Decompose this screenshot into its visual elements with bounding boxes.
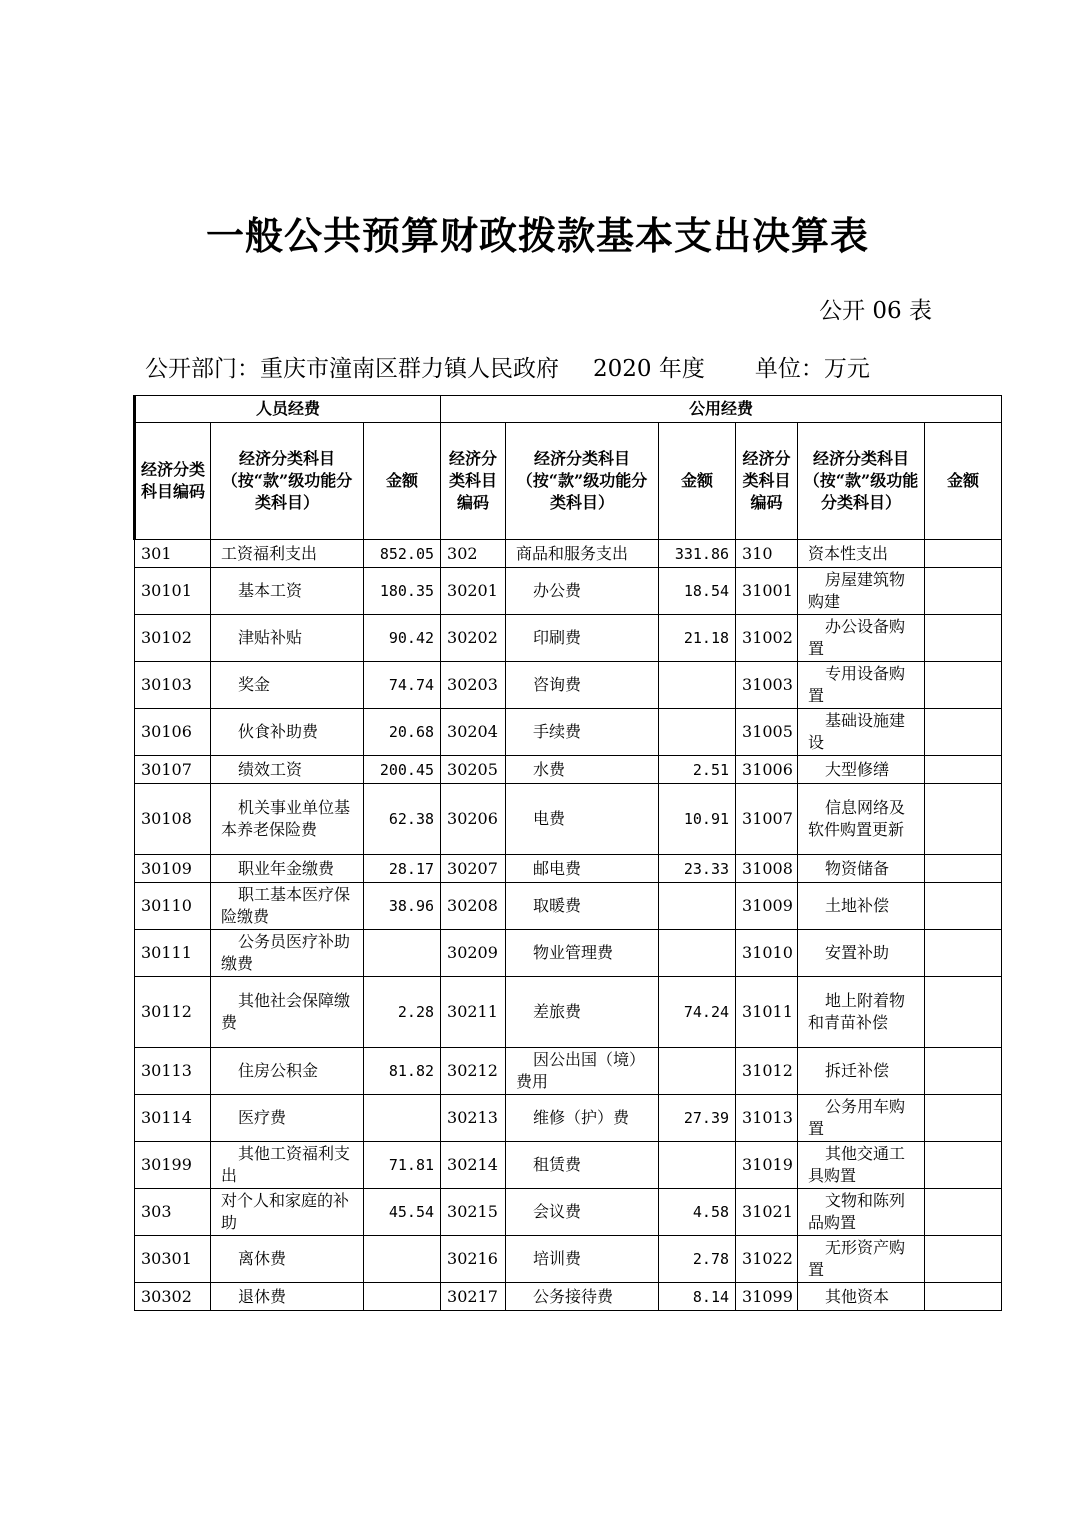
- amount-cell: 10.91: [659, 784, 736, 855]
- table-row: [135, 1189, 1002, 1236]
- amount-cell: [925, 1095, 1002, 1142]
- amount-cell: [659, 662, 736, 709]
- item-name-cell: 手续费: [506, 709, 659, 756]
- item-name-cell: 公务接待费: [506, 1283, 659, 1311]
- header-code-3: 经济分类科目编码: [736, 423, 798, 540]
- code-cell: 302: [441, 540, 506, 568]
- item-name-cell: 大型修缮: [798, 756, 925, 784]
- code-cell: 30216: [441, 1236, 506, 1283]
- item-name-cell: 差旅费: [506, 977, 659, 1048]
- amount-cell: 74.74: [364, 662, 441, 709]
- item-name-cell: 咨询费: [506, 662, 659, 709]
- item-name-cell: 商品和服务支出: [506, 540, 659, 568]
- item-name-cell: 取暖费: [506, 883, 659, 930]
- amount-cell: [925, 883, 1002, 930]
- amount-cell: [659, 1142, 736, 1189]
- amount-cell: [659, 930, 736, 977]
- code-cell: 30199: [135, 1142, 211, 1189]
- item-name-cell: 电费: [506, 784, 659, 855]
- code-cell: 30208: [441, 883, 506, 930]
- amount-cell: [925, 1048, 1002, 1095]
- item-name-cell: 租赁费: [506, 1142, 659, 1189]
- amount-cell: 45.54: [364, 1189, 441, 1236]
- code-cell: 30206: [441, 784, 506, 855]
- amount-cell: [925, 1189, 1002, 1236]
- amount-cell: 74.24: [659, 977, 736, 1048]
- code-cell: 30107: [135, 756, 211, 784]
- code-cell: 303: [135, 1189, 211, 1236]
- item-name-cell: 其他社会保障缴费: [211, 977, 364, 1048]
- amount-cell: 852.05: [364, 540, 441, 568]
- code-cell: 30205: [441, 756, 506, 784]
- table-row: [135, 1236, 1002, 1283]
- item-name-cell: 拆迁补偿: [798, 1048, 925, 1095]
- item-name-cell: 退休费: [211, 1283, 364, 1311]
- code-cell: 30106: [135, 709, 211, 756]
- code-cell: 30209: [441, 930, 506, 977]
- group-public: 公用经费: [441, 396, 1002, 423]
- code-cell: 31012: [736, 1048, 798, 1095]
- page-title: 一般公共预算财政拨款基本支出决算表: [205, 213, 869, 258]
- amount-cell: 180.35: [364, 568, 441, 615]
- table-row: [135, 568, 1002, 615]
- code-cell: 31013: [736, 1095, 798, 1142]
- item-name-cell: 水费: [506, 756, 659, 784]
- code-cell: 31021: [736, 1189, 798, 1236]
- amount-cell: 2.51: [659, 756, 736, 784]
- item-name-cell: 维修（护）费: [506, 1095, 659, 1142]
- amount-cell: 28.17: [364, 855, 441, 883]
- item-name-cell: 其他工资福利支出: [211, 1142, 364, 1189]
- code-cell: 31006: [736, 756, 798, 784]
- amount-cell: 4.58: [659, 1189, 736, 1236]
- code-cell: 31001: [736, 568, 798, 615]
- amount-cell: 20.68: [364, 709, 441, 756]
- item-name-cell: 基础设施建设: [798, 709, 925, 756]
- item-name-cell: 资本性支出: [798, 540, 925, 568]
- amount-cell: [925, 709, 1002, 756]
- item-name-cell: 印刷费: [506, 615, 659, 662]
- year-label: 2020 年度: [593, 356, 705, 382]
- amount-cell: [925, 615, 1002, 662]
- amount-cell: 62.38: [364, 784, 441, 855]
- code-cell: 30112: [135, 977, 211, 1048]
- item-name-cell: 工资福利支出: [211, 540, 364, 568]
- amount-cell: [925, 1236, 1002, 1283]
- code-cell: 30103: [135, 662, 211, 709]
- amount-cell: [925, 756, 1002, 784]
- group-personnel: 人员经费: [135, 396, 441, 423]
- table-row: [135, 662, 1002, 709]
- amount-cell: 38.96: [364, 883, 441, 930]
- table-row: [135, 615, 1002, 662]
- amount-cell: [925, 1283, 1002, 1311]
- code-cell: 30202: [441, 615, 506, 662]
- form-number: 公开 06 表: [819, 298, 932, 324]
- item-name-cell: 离休费: [211, 1236, 364, 1283]
- amount-cell: [925, 977, 1002, 1048]
- item-name-cell: 物资储备: [798, 855, 925, 883]
- amount-cell: [925, 1142, 1002, 1189]
- item-name-cell: 伙食补助费: [211, 709, 364, 756]
- amount-cell: [925, 784, 1002, 855]
- item-name-cell: 住房公积金: [211, 1048, 364, 1095]
- item-name-cell: 其他资本: [798, 1283, 925, 1311]
- code-cell: 30110: [135, 883, 211, 930]
- table-row: [135, 855, 1002, 883]
- amount-cell: [659, 1048, 736, 1095]
- table-row: [135, 977, 1002, 1048]
- code-cell: 31099: [736, 1283, 798, 1311]
- amount-cell: [925, 930, 1002, 977]
- amount-cell: 18.54: [659, 568, 736, 615]
- header-item-3: 经济分类科目（按“款”级功能分类科目）: [798, 423, 925, 540]
- item-name-cell: 绩效工资: [211, 756, 364, 784]
- code-cell: 31011: [736, 977, 798, 1048]
- table-row: [135, 709, 1002, 756]
- code-cell: 30301: [135, 1236, 211, 1283]
- amount-cell: 21.18: [659, 615, 736, 662]
- table-row: [135, 883, 1002, 930]
- item-name-cell: 会议费: [506, 1189, 659, 1236]
- code-cell: 30215: [441, 1189, 506, 1236]
- code-cell: 31005: [736, 709, 798, 756]
- amount-cell: 71.81: [364, 1142, 441, 1189]
- code-cell: 30109: [135, 855, 211, 883]
- code-cell: 30211: [441, 977, 506, 1048]
- item-name-cell: 对个人和家庭的补助: [211, 1189, 364, 1236]
- header-amount-2: 金额: [659, 423, 736, 540]
- item-name-cell: 医疗费: [211, 1095, 364, 1142]
- amount-cell: 81.82: [364, 1048, 441, 1095]
- header-amount-1: 金额: [364, 423, 441, 540]
- item-name-cell: 土地补偿: [798, 883, 925, 930]
- unit-label: 单位：万元: [754, 356, 870, 382]
- item-name-cell: 办公设备购置: [798, 615, 925, 662]
- item-name-cell: 安置补助: [798, 930, 925, 977]
- amount-cell: [364, 1283, 441, 1311]
- item-name-cell: 地上附着物和青苗补偿: [798, 977, 925, 1048]
- code-cell: 31007: [736, 784, 798, 855]
- code-cell: 301: [135, 540, 211, 568]
- item-name-cell: 物业管理费: [506, 930, 659, 977]
- code-cell: 30113: [135, 1048, 211, 1095]
- table-row: [135, 1048, 1002, 1095]
- amount-cell: 8.14: [659, 1283, 736, 1311]
- item-name-cell: 因公出国（境）费用: [506, 1048, 659, 1095]
- code-cell: 31002: [736, 615, 798, 662]
- table-row: [135, 1142, 1002, 1189]
- item-name-cell: 机关事业单位基本养老保险费: [211, 784, 364, 855]
- table-row: [135, 756, 1002, 784]
- amount-cell: 2.78: [659, 1236, 736, 1283]
- code-cell: 30214: [441, 1142, 506, 1189]
- table-row: [135, 930, 1002, 977]
- table-row: [135, 1283, 1002, 1311]
- table-row: [135, 1095, 1002, 1142]
- report-meta: [145, 350, 870, 383]
- item-name-cell: 公务用车购置: [798, 1095, 925, 1142]
- code-cell: 30207: [441, 855, 506, 883]
- amount-cell: [925, 662, 1002, 709]
- amount-cell: 331.86: [659, 540, 736, 568]
- header-item-1: 经济分类科目（按“款”级功能分类科目）: [211, 423, 364, 540]
- code-cell: 30213: [441, 1095, 506, 1142]
- table-row: [135, 784, 1002, 855]
- code-cell: 30111: [135, 930, 211, 977]
- item-name-cell: 培训费: [506, 1236, 659, 1283]
- item-name-cell: 奖金: [211, 662, 364, 709]
- amount-cell: [364, 1236, 441, 1283]
- code-cell: 30101: [135, 568, 211, 615]
- code-cell: 31010: [736, 930, 798, 977]
- item-name-cell: 无形资产购置: [798, 1236, 925, 1283]
- amount-cell: [364, 930, 441, 977]
- amount-cell: 200.45: [364, 756, 441, 784]
- code-cell: 31009: [736, 883, 798, 930]
- amount-cell: 2.28: [364, 977, 441, 1048]
- code-cell: 31003: [736, 662, 798, 709]
- code-cell: 31019: [736, 1142, 798, 1189]
- item-name-cell: 专用设备购置: [798, 662, 925, 709]
- code-cell: 30114: [135, 1095, 211, 1142]
- code-cell: 31008: [736, 855, 798, 883]
- amount-cell: 90.42: [364, 615, 441, 662]
- code-cell: 30108: [135, 784, 211, 855]
- item-name-cell: 其他交通工具购置: [798, 1142, 925, 1189]
- item-name-cell: 津贴补贴: [211, 615, 364, 662]
- item-name-cell: 文物和陈列品购置: [798, 1189, 925, 1236]
- code-cell: 30102: [135, 615, 211, 662]
- code-cell: 31022: [736, 1236, 798, 1283]
- amount-cell: [925, 568, 1002, 615]
- item-name-cell: 办公费: [506, 568, 659, 615]
- amount-cell: 27.39: [659, 1095, 736, 1142]
- code-cell: 30302: [135, 1283, 211, 1311]
- department-label: 公开部门：重庆市潼南区群力镇人民政府: [145, 356, 559, 382]
- code-cell: 310: [736, 540, 798, 568]
- header-code-1: 经济分类科目编码: [135, 423, 211, 540]
- item-name-cell: 基本工资: [211, 568, 364, 615]
- amount-cell: [659, 883, 736, 930]
- code-cell: 30203: [441, 662, 506, 709]
- code-cell: 30212: [441, 1048, 506, 1095]
- amount-cell: 23.33: [659, 855, 736, 883]
- expenditure-table: [133, 395, 1002, 1311]
- amount-cell: [925, 540, 1002, 568]
- item-name-cell: 房屋建筑物购建: [798, 568, 925, 615]
- header-code-2: 经济分类科目编码: [441, 423, 506, 540]
- header-amount-3: 金额: [925, 423, 1002, 540]
- item-name-cell: 职业年金缴费: [211, 855, 364, 883]
- table-row: [135, 540, 1002, 568]
- amount-cell: [364, 1095, 441, 1142]
- amount-cell: [659, 709, 736, 756]
- amount-cell: [925, 855, 1002, 883]
- item-name-cell: 公务员医疗补助缴费: [211, 930, 364, 977]
- item-name-cell: 邮电费: [506, 855, 659, 883]
- code-cell: 30204: [441, 709, 506, 756]
- item-name-cell: 信息网络及软件购置更新: [798, 784, 925, 855]
- code-cell: 30201: [441, 568, 506, 615]
- header-item-2: 经济分类科目（按“款”级功能分类科目）: [506, 423, 659, 540]
- code-cell: 30217: [441, 1283, 506, 1311]
- item-name-cell: 职工基本医疗保险缴费: [211, 883, 364, 930]
